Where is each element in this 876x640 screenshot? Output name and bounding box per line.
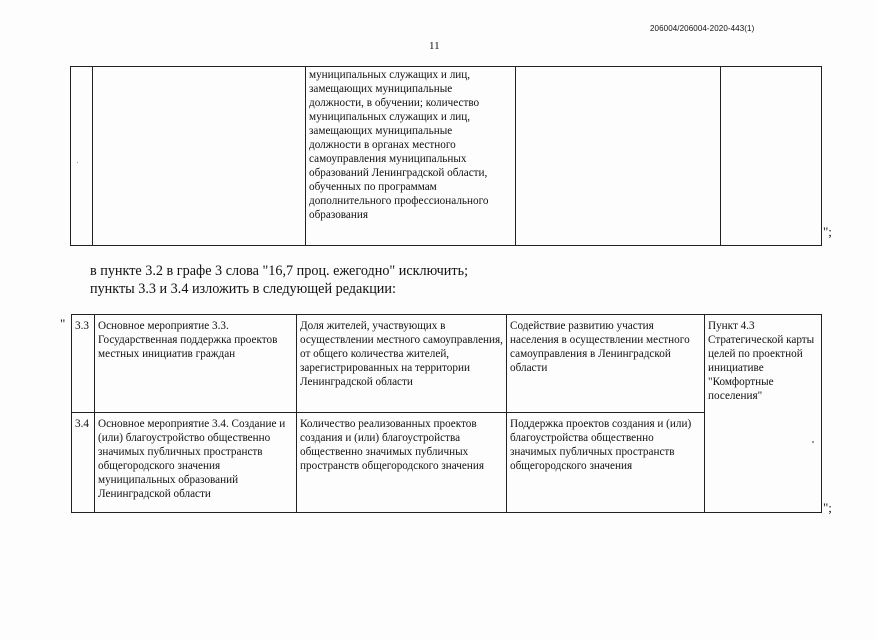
- table-row: [72, 315, 822, 413]
- cell-result: Поддержка проектов создания и (или) благоустройства общественно значимых публичных пространств общегородского значения: [507, 413, 705, 513]
- cell-event: Основное мероприятие 3.3. Государственная поддержка проектов местных инициатив граждан: [95, 315, 297, 413]
- cell-number: 3.3: [72, 315, 95, 413]
- page-number: 11: [429, 40, 440, 52]
- document-code: 206004/206004-2020-443(1): [650, 24, 755, 33]
- cell-link: Пункт 4.3 Стратегической карты целей по проектной инициативе "Комфортные поселения": [705, 315, 822, 513]
- cell-event: [93, 67, 306, 246]
- cell-indicator: Доля жителей, участвующих в осуществлении местного самоуправления, от общего количества жителей, зарегистрированных на территории Ленинградской области: [297, 315, 507, 413]
- continued-table: [70, 66, 822, 246]
- cell-result: Содействие развитию участия населения в осуществлении местного самоуправления в Ленинградской области: [507, 315, 705, 413]
- cell-result: [516, 67, 721, 246]
- amended-table: [71, 314, 822, 513]
- cell-indicator: Количество реализованных проектов создания и (или) благоустройства общественно значимых публичных пространств общегородского значения: [297, 413, 507, 513]
- cell-link: [721, 67, 822, 246]
- table-row: [71, 67, 822, 246]
- scan-speck: [812, 441, 814, 443]
- closing-quote-mark: ";: [823, 500, 832, 515]
- paragraph-amendment-3-2: в пункте 3.2 в графе 3 слова "16,7 проц. ежегодно" исключить;: [90, 263, 469, 279]
- cell-event: Основное мероприятие 3.4. Создание и (или) благоустройство общественно значимых публичных пространств общегородского значения муниципальных образований Ленинградской области: [95, 413, 297, 513]
- cell-number: 3.4: [72, 413, 95, 513]
- cell-number: [71, 67, 93, 246]
- paragraph-amendment-3-3-3-4: пункты 3.3 и 3.4 изложить в следующей редакции:: [90, 281, 396, 297]
- scan-speck: [77, 162, 78, 163]
- opening-quote-mark: ": [60, 316, 66, 331]
- closing-quote-mark: ";: [823, 224, 832, 239]
- cell-indicator: муниципальных служащих и лиц, замещающих муниципальные должности, в обучении; количество муниципальных служащих и лиц, замещающих муниципальные должности в органах местного самоуправления муниципальных образований Ленинградской области, обученных по программам дополнительного профессионального образования: [306, 67, 516, 246]
